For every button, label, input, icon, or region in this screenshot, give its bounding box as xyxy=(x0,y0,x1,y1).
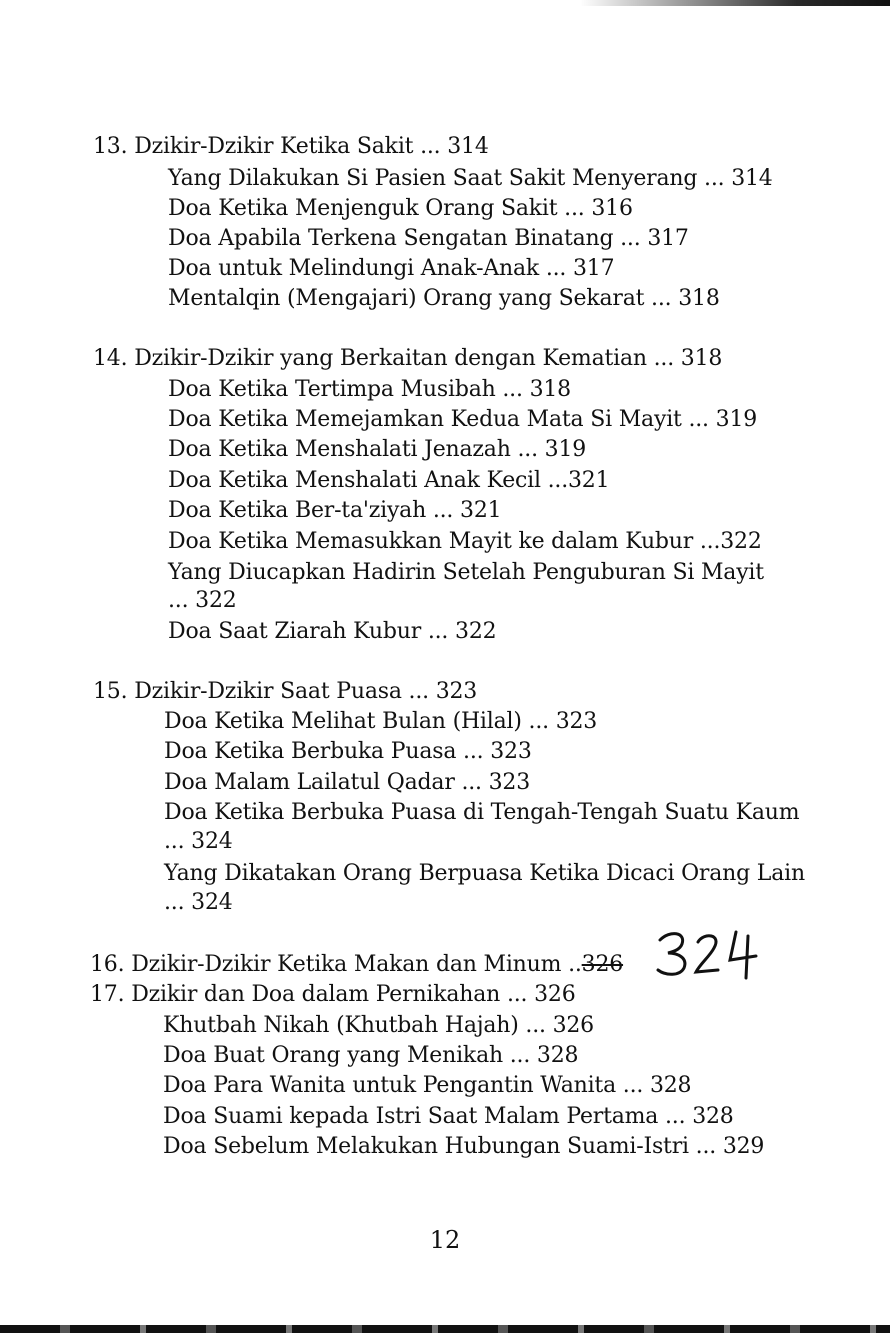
toc-item: Doa Buat Orang yang Menikah ... 328 xyxy=(163,1043,579,1068)
toc-item: Yang Dilakukan Si Pasien Saat Sakit Menyerang ... 314 xyxy=(168,166,773,191)
scan-edge-top xyxy=(580,0,890,6)
handwritten-correction xyxy=(652,926,772,982)
toc-item: Doa Ketika Melihat Bulan (Hilal) ... 323 xyxy=(164,709,598,734)
toc-item: Doa untuk Melindungi Anak-Anak ... 317 xyxy=(168,256,615,281)
section-number: 13. xyxy=(93,134,128,159)
section-title: Dzikir dan Doa dalam Pernikahan ... 326 xyxy=(131,982,576,1007)
page-number: 12 xyxy=(429,1226,461,1254)
toc-heading-16 xyxy=(90,952,623,978)
toc-item: Doa Saat Ziarah Kubur ... 322 xyxy=(168,619,497,644)
section-number: 15. xyxy=(93,679,128,704)
scan-edge-bottom xyxy=(0,1325,890,1333)
toc-item: Yang Dikatakan Orang Berpuasa Ketika Dicaci Orang Lain xyxy=(164,861,805,886)
toc-item: Khutbah Nikah (Khutbah Hajah) ... 326 xyxy=(163,1013,594,1038)
toc-item: Doa Ketika Menshalati Anak Kecil ...321 xyxy=(168,468,610,493)
toc-heading-13 xyxy=(93,134,489,160)
toc-item: Doa Ketika Berbuka Puasa di Tengah-Tengah Suatu Kaum xyxy=(164,800,800,825)
handwritten-page-number: 324 xyxy=(652,926,654,927)
struck-page-number: 326 xyxy=(581,952,624,977)
toc-item: Doa Ketika Berbuka Puasa ... 323 xyxy=(164,739,532,764)
toc-heading-17 xyxy=(90,982,576,1008)
toc-item: Doa Ketika Memejamkan Kedua Mata Si Mayit ... 319 xyxy=(168,407,758,432)
toc-item: Doa Sebelum Melakukan Hubungan Suami-Istri ... 329 xyxy=(163,1134,765,1159)
toc-item: Doa Ketika Tertimpa Musibah ... 318 xyxy=(168,377,571,402)
section-title: Dzikir-Dzikir Ketika Sakit ... 314 xyxy=(134,134,489,159)
section-number: 17. xyxy=(90,982,125,1007)
section-title: Dzikir-Dzikir Saat Puasa ... 323 xyxy=(134,679,478,704)
toc-heading-15 xyxy=(93,679,477,705)
section-number: 16. xyxy=(90,952,125,977)
toc-heading-14 xyxy=(93,346,722,372)
toc-item: Yang Diucapkan Hadirin Setelah Penguburan Si Mayit xyxy=(168,560,764,585)
toc-item-continuation: ... 324 xyxy=(164,890,233,915)
section-title: Dzikir-Dzikir Ketika Makan dan Minum .. xyxy=(131,952,582,977)
toc-item: Doa Ketika Memasukkan Mayit ke dalam Kubur ...322 xyxy=(168,529,762,554)
toc-item: Doa Para Wanita untuk Pengantin Wanita ... 328 xyxy=(163,1073,692,1098)
toc-item: Doa Ketika Menshalati Jenazah ... 319 xyxy=(168,437,587,462)
toc-item: Doa Ketika Ber-ta'ziyah ... 321 xyxy=(168,498,502,523)
section-number: 14. xyxy=(93,346,128,371)
toc-item: Doa Suami kepada Istri Saat Malam Pertama ... 328 xyxy=(163,1104,734,1129)
toc-item: Mentalqin (Mengajari) Orang yang Sekarat ... 318 xyxy=(168,286,720,311)
toc-item: Doa Ketika Menjenguk Orang Sakit ... 316 xyxy=(168,196,633,221)
toc-item: Doa Malam Lailatul Qadar ... 323 xyxy=(164,770,531,795)
section-title: Dzikir-Dzikir yang Berkaitan dengan Kematian ... 318 xyxy=(134,346,723,371)
toc-item: Doa Apabila Terkena Sengatan Binatang ... 317 xyxy=(168,226,689,251)
toc-item-continuation: ... 322 xyxy=(168,588,237,613)
toc-item-continuation: ... 324 xyxy=(164,829,233,854)
